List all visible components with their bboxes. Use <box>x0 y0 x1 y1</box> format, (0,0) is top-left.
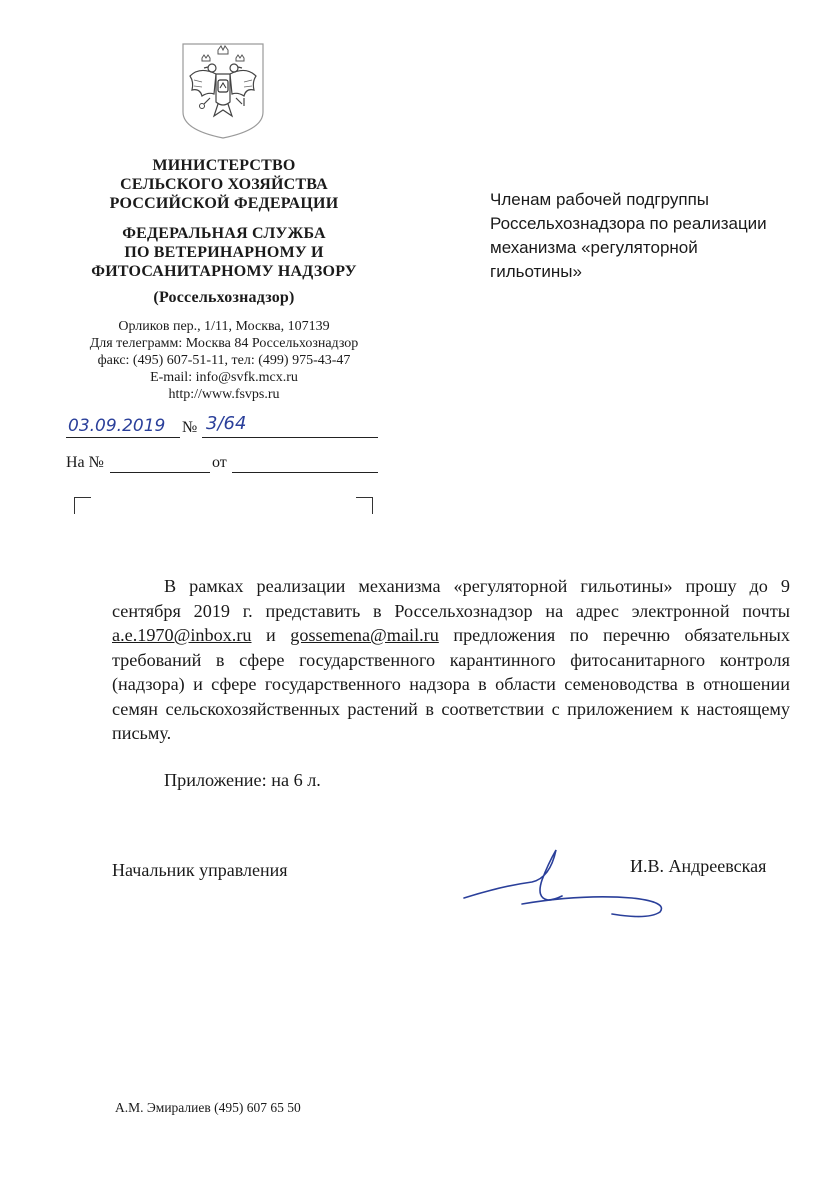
phone-line: факс: (495) 607-51-11, тел: (499) 975-43-47 <box>97 353 351 368</box>
address-line: Орликов пер., 1/11, Москва, 107139 <box>118 319 330 334</box>
executor-contact: А.М. Эмиралиев (495) 607 65 50 <box>115 1100 301 1115</box>
reply-from-label: от <box>212 454 227 471</box>
email-line: E-mail: info@svfk.mcx.ru <box>150 370 298 385</box>
reply-date-line <box>232 452 378 473</box>
handwritten-number: 3/64 <box>206 413 247 434</box>
service-name: ФЕДЕРАЛЬНАЯ СЛУЖБА ПО ВЕТЕРИНАРНОМУ И ФИТОСАНИТАРНОМУ НАДЗОРУ <box>91 225 357 280</box>
handwritten-signature <box>462 842 674 928</box>
contact-block <box>64 318 384 403</box>
service-short-name: (Россельхознадзор) <box>153 289 295 306</box>
reply-label: На № <box>66 454 104 471</box>
website-line: http://www.fsvps.ru <box>168 387 280 402</box>
registration-row <box>66 413 378 438</box>
letter-body-paragraph: В рамках реализации механизма «регуляторной гильотины» прошу до 9 сентября 2019 г. представить в Россельхознадзор на адрес электронной почты a.e.1970@inbox.ru и gossemena@mail.ru предложения по перечню обязательных требований в сфере государственного карантинного фитосанитарного контроля (надзора) и сфере государственного надзора в области семеноводства в отношении семян сельскохозяйственных растений в соответствии с приложением к настоящему письму. <box>112 576 790 743</box>
email-link-1[interactable]: a.e.1970@inbox.ru <box>112 625 252 645</box>
ministry-name: МИНИСТЕРСТВО СЕЛЬСКОГО ХОЗЯЙСТВА РОССИЙСКОЙ ФЕДЕРАЦИИ <box>109 157 339 212</box>
email-link-2[interactable]: gossemena@mail.ru <box>290 625 439 645</box>
coat-of-arms-icon <box>180 42 266 140</box>
telegram-line: Для телеграмм: Москва 84 Россельхознадзор <box>89 336 359 351</box>
handwritten-date: 03.09.2019 <box>68 416 166 436</box>
attachment-note: Приложение: на 6 л. <box>164 770 321 790</box>
corner-mark-right <box>356 497 373 514</box>
addressee-block: Членам рабочей подгруппы Россельхознадзора по реализации механизма «регуляторной гильотины» <box>490 190 767 281</box>
signatory-title: Начальник управления <box>112 860 288 880</box>
reply-number-line <box>110 452 210 473</box>
reply-row <box>66 452 378 474</box>
signatory-name: И.В. Андреевская <box>630 856 767 876</box>
corner-mark-left <box>74 497 91 514</box>
number-sign: № <box>182 419 198 436</box>
